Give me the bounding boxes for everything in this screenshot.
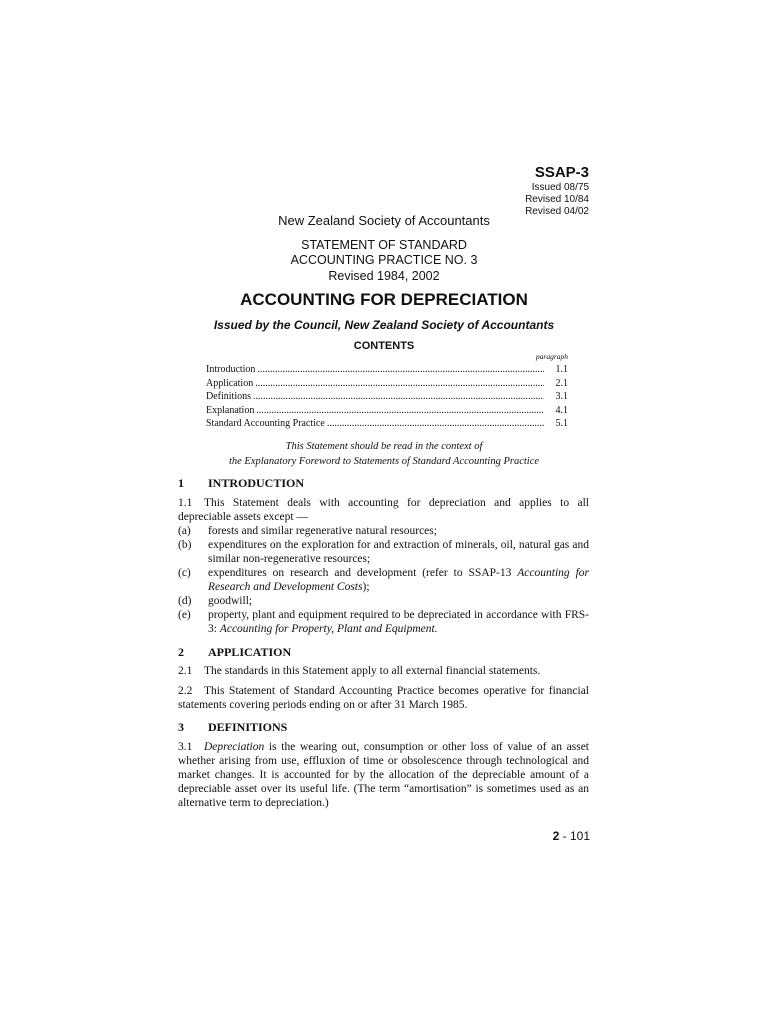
paragraph	[178, 684, 589, 712]
statement-line: STATEMENT OF STANDARD	[301, 238, 467, 252]
toc-row	[206, 404, 568, 418]
paragraph-number: 2.1	[178, 665, 193, 677]
section-number: 1	[178, 476, 184, 490]
paragraph-text: This Statement deals with accounting for depreciation and applies to all depreciable assets except —	[178, 497, 589, 523]
section-title: DEFINITIONS	[208, 720, 288, 734]
toc-label: Standard Accounting Practice	[206, 418, 325, 430]
section-heading-application	[178, 645, 291, 660]
paragraph-number: 2.2	[178, 685, 193, 697]
toc-row	[206, 390, 568, 404]
list-item-text: expenditures on research and development (refer to SSAP-13 Accounting for Research and Development Costs);	[208, 567, 590, 593]
list-item-text: property, plant and equipment required to be depreciated in accordance with FRS-3: Accounting for Property, Plant and Equipment.	[208, 609, 589, 635]
section-heading-introduction	[178, 476, 304, 491]
standard-code-block	[525, 164, 589, 218]
referenced-standard: Accounting for Property, Plant and Equipment.	[219, 623, 438, 635]
toc-label: Introduction	[206, 364, 256, 375]
toc-label: Definitions	[206, 391, 251, 403]
paragraph-number: 1.1	[178, 497, 193, 509]
toc-label: Explanation	[206, 404, 255, 416]
toc-number: 2.1	[555, 377, 568, 389]
list-item-text: goodwill;	[208, 595, 253, 607]
statement-line: Revised 1984, 2002	[328, 269, 440, 283]
context-note	[0, 439, 768, 469]
list-item	[178, 608, 589, 636]
list-item-label: (e)	[178, 609, 191, 621]
paragraph-label: paragraph	[535, 352, 568, 361]
issued-by: Issued by the Council, New Zealand Society of Accountants	[213, 318, 555, 332]
paragraph-number: 3.1	[178, 741, 193, 753]
context-line: the Explanatory Foreword to Statements of Standard Accounting Practice	[228, 456, 540, 467]
toc-number: 5.1	[555, 418, 568, 430]
list-item-label: (c)	[178, 567, 191, 579]
revision-line: Revised 10/84	[525, 194, 589, 205]
society-name: New Zealand Society of Accountants	[278, 213, 490, 228]
paragraph-text: This Statement of Standard Accounting Practice becomes operative for financial statements covering periods ending on or after 31 March 1985.	[178, 685, 589, 711]
document-title: ACCOUNTING FOR DEPRECIATION	[240, 290, 528, 309]
paragraph-text: is the wearing out, consumption or other loss of value of an asset whether arising from use, effluxion of time or obsolescence through technological and market changes. It is accounted for by the allocation of the depreciable amount of a depreciable asset over its useful life. (The term “amortisation” is sometimes used as an alternative term to depreciation.)	[178, 741, 589, 809]
paragraph	[178, 496, 589, 524]
list-item-label: (a)	[178, 525, 191, 537]
statement-line: ACCOUNTING PRACTICE NO. 3	[290, 253, 478, 267]
section-body-introduction	[178, 496, 589, 636]
toc-row	[206, 377, 568, 391]
section-body-definitions	[178, 740, 589, 810]
list-item-label: (d)	[178, 595, 192, 607]
toc-number: 3.1	[555, 391, 568, 403]
toc-number: 1.1	[555, 364, 568, 375]
list-item-label: (b)	[178, 539, 192, 551]
section-title: INTRODUCTION	[208, 476, 305, 490]
section-heading-definitions	[178, 720, 287, 735]
list-item	[178, 538, 589, 566]
context-line: This Statement should be read in the context of	[285, 441, 483, 452]
contents-heading: CONTENTS	[353, 340, 415, 352]
paragraph-text: The standards in this Statement apply to all external financial statements.	[204, 665, 541, 677]
page-number: 2 - 101	[552, 829, 590, 843]
section-body-application	[178, 664, 589, 712]
list-item-text: forests and similar regenerative natural resources;	[208, 525, 437, 537]
paragraph	[178, 664, 589, 678]
toc-row	[206, 363, 568, 377]
section-number: 3	[178, 720, 184, 734]
toc-label: Application	[206, 377, 254, 389]
list-item	[178, 524, 589, 538]
revision-line: Revised 04/02	[525, 206, 589, 217]
list-item-text: expenditures on the exploration for and extraction of minerals, oil, natural gas and similar non-regenerative resources;	[208, 539, 589, 565]
paragraph	[178, 740, 589, 810]
standard-code: SSAP-3	[534, 164, 589, 181]
referenced-standard: Accounting for Research and Development Costs	[208, 567, 590, 593]
section-number: 2	[178, 645, 184, 659]
table-of-contents	[206, 352, 568, 431]
revision-line: Issued 08/75	[531, 182, 589, 193]
section-title: APPLICATION	[208, 645, 292, 659]
defined-term: Depreciation	[204, 741, 265, 753]
toc-row	[206, 417, 568, 431]
list-item	[178, 594, 589, 608]
list-item	[178, 566, 589, 594]
toc-number: 4.1	[555, 404, 568, 416]
